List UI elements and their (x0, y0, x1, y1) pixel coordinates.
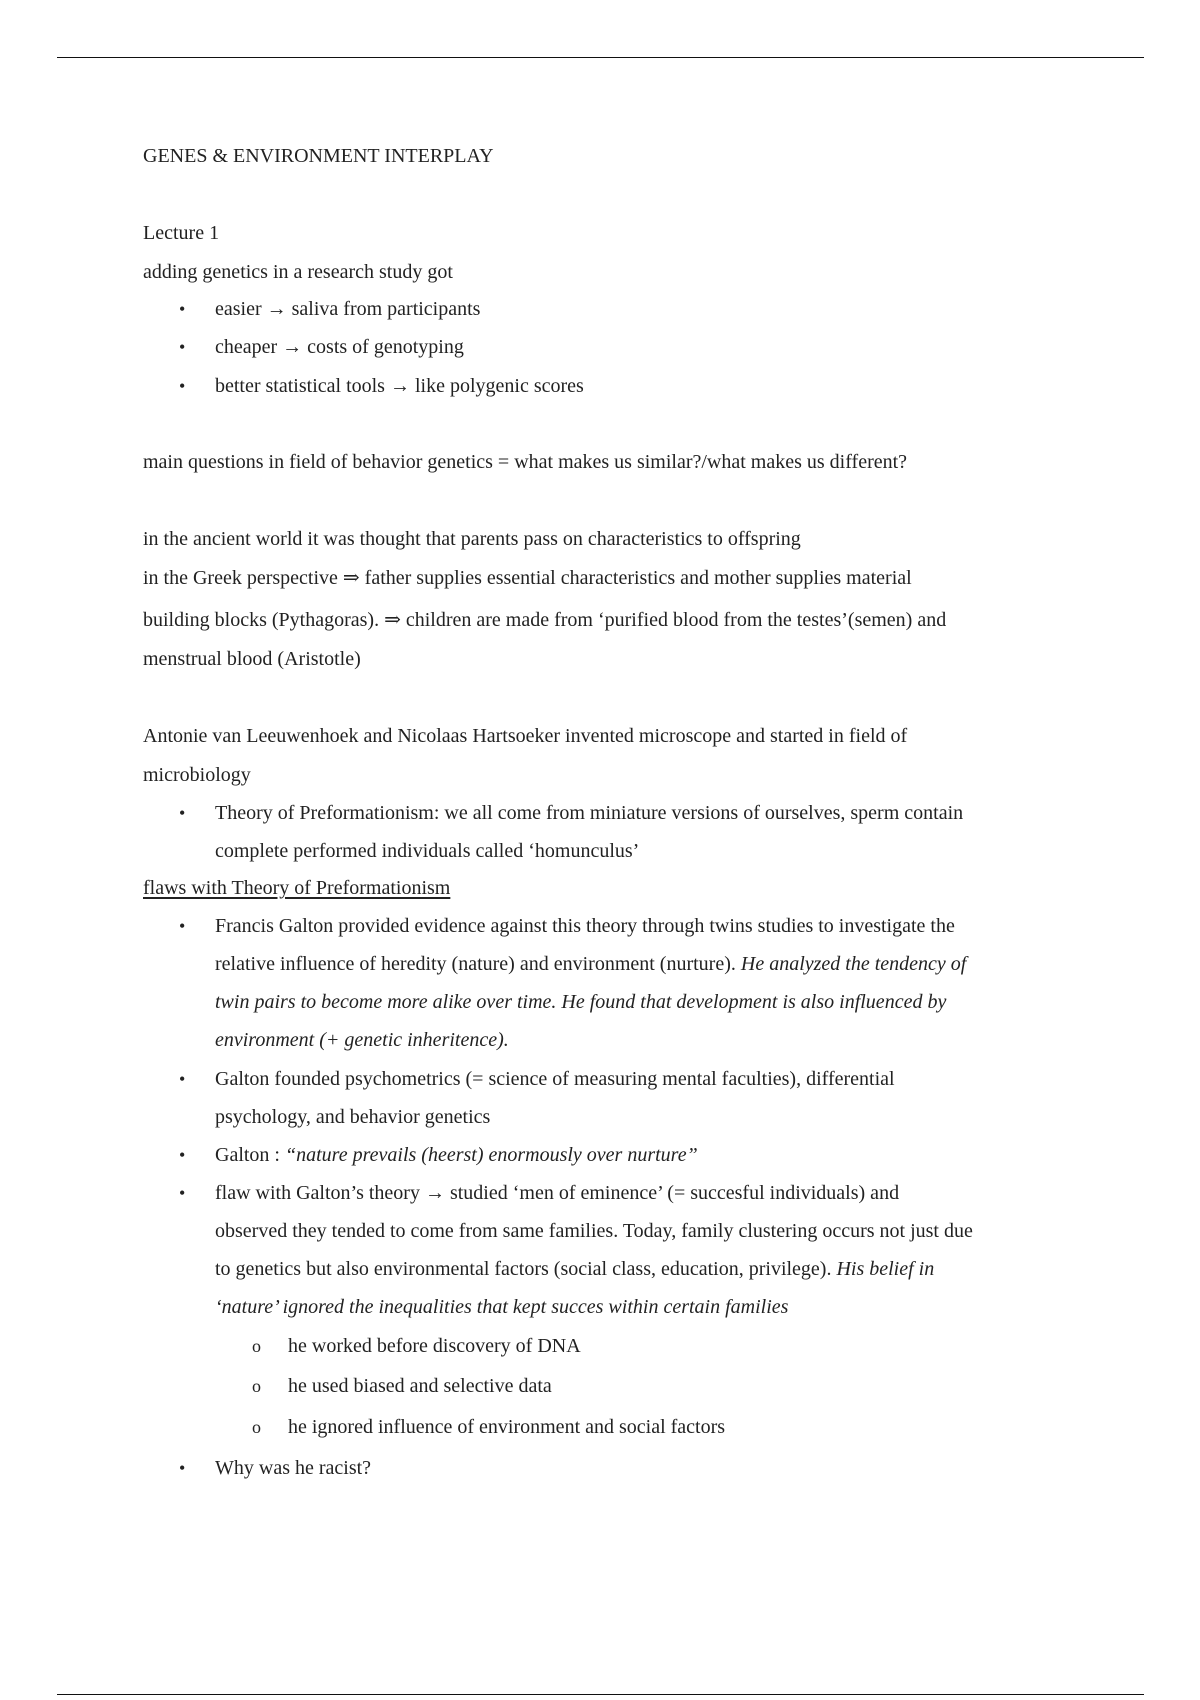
list-item-continued (215, 1257, 934, 1281)
plain-text: relative influence of heredity (nature) and environment (nurture). (215, 953, 741, 975)
plain-text: to genetics but also environmental factors (social class, education, privilege). (215, 1258, 837, 1280)
list-item: cheaper → costs of genotyping (215, 336, 464, 358)
bullet-icon: • (179, 916, 186, 936)
list-item-continued: observed they tended to come from same families. Today, family clustering occurs not just due (215, 1220, 973, 1242)
plain-text: Galton : (215, 1144, 285, 1166)
sub-bullet-icon: o (252, 1417, 261, 1437)
list-item-continued: complete performed individuals called ‘homunculus’ (215, 840, 640, 862)
sub-list-item: he ignored influence of environment and social factors (288, 1416, 726, 1438)
sub-bullet-icon: o (252, 1376, 261, 1396)
bottom-rule (57, 1694, 1144, 1695)
paragraph-line: microbiology (143, 764, 251, 786)
paragraph-line: menstrual blood (Aristotle) (143, 648, 361, 670)
document-title: GENES & ENVIRONMENT INTERPLAY (143, 145, 494, 167)
bullet-icon: • (179, 376, 186, 396)
list-item (215, 1143, 698, 1167)
list-item-continued (215, 952, 966, 976)
main-questions-text: main questions in field of behavior genetics = what makes us similar?/what makes us different? (143, 451, 908, 473)
bullet-icon: • (179, 1458, 186, 1478)
list-item: easier → saliva from participants (215, 298, 481, 320)
bullet-icon: • (179, 299, 186, 319)
list-item-continued: psychology, and behavior genetics (215, 1106, 491, 1128)
list-item-continued: environment (+ genetic inheritence). (215, 1029, 509, 1051)
paragraph-line: in the ancient world it was thought that parents pass on characteristics to offspring (143, 528, 801, 550)
list-item: better statistical tools → like polygenic scores (215, 375, 584, 397)
list-item: Galton founded psychometrics (= science of measuring mental faculties), differential (215, 1068, 895, 1090)
quote-text: “nature prevails (heerst) enormously over nurture” (285, 1144, 698, 1166)
list-item: flaw with Galton’s theory → studied ‘men of eminence’ (= succesful individuals) and (215, 1182, 900, 1204)
sub-bullet-icon: o (252, 1336, 261, 1356)
italic-text: He analyzed the tendency of (740, 953, 967, 975)
paragraph-line: in the Greek perspective ⇒ father supplies essential characteristics and mother supplies material (143, 567, 912, 589)
intro-text: adding genetics in a research study got (143, 261, 453, 283)
list-item-continued: ‘nature’ ignored the inequalities that kept succes within certain families (215, 1296, 789, 1318)
sub-list-item: he used biased and selective data (288, 1375, 552, 1397)
list-item: Francis Galton provided evidence against this theory through twins studies to investigate the (215, 915, 955, 937)
paragraph-line: Antonie van Leeuwenhoek and Nicolaas Hartsoeker invented microscope and started in field of (143, 725, 908, 747)
bullet-icon: • (179, 1069, 186, 1089)
italic-text: His belief in (836, 1258, 935, 1280)
list-item: Why was he racist? (215, 1457, 372, 1479)
flaws-heading: flaws with Theory of Preformationism (143, 877, 451, 899)
bullet-icon: • (179, 337, 186, 357)
bullet-icon: • (179, 803, 186, 823)
list-item: Theory of Preformationism: we all come from miniature versions of ourselves, sperm contain (215, 802, 964, 824)
lecture-heading: Lecture 1 (143, 222, 220, 244)
sub-list-item: he worked before discovery of DNA (288, 1335, 581, 1357)
bullet-icon: • (179, 1145, 186, 1165)
bullet-icon: • (179, 1183, 186, 1203)
paragraph-line: building blocks (Pythagoras). ⇒ children are made from ‘purified blood from the testes’(semen) and (143, 609, 947, 631)
list-item-continued: twin pairs to become more alike over time. He found that development is also influenced by (215, 991, 947, 1013)
top-rule (57, 57, 1144, 58)
